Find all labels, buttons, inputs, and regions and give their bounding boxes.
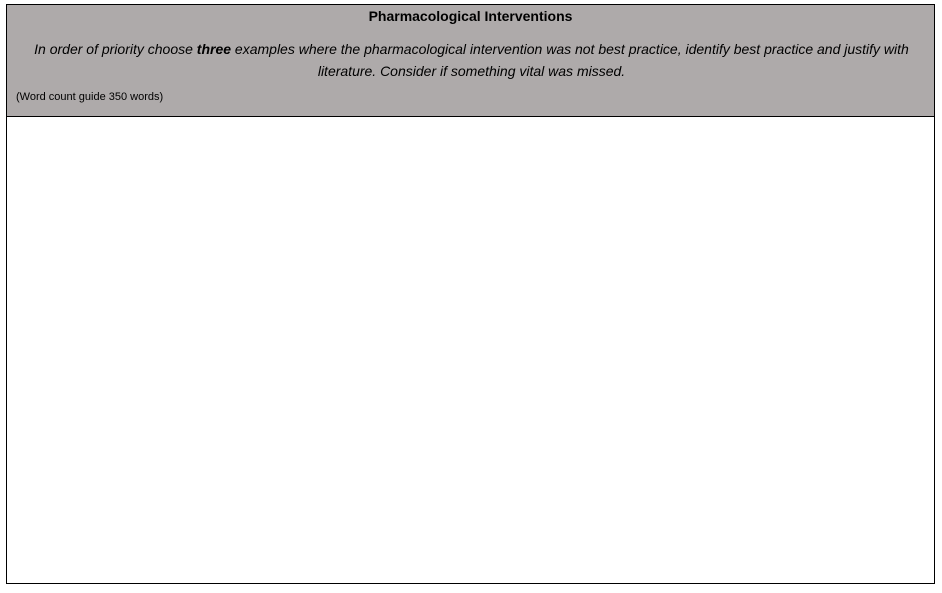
section-header	[7, 5, 934, 117]
section-title: Pharmacological Interventions	[368, 8, 573, 24]
instructions-before: In order of priority choose	[34, 41, 197, 57]
intervention-table	[6, 4, 935, 584]
answer-area[interactable]	[7, 117, 934, 583]
instructions-after: examples where the pharmacological intervention was not best practice, identify best practice and justify with literature. Consider if something vital was missed.	[231, 41, 909, 79]
instructions-emphasis: three	[196, 41, 232, 57]
word-count-guide: (Word count guide 350 words)	[16, 91, 164, 103]
instructions-text	[15, 38, 928, 82]
